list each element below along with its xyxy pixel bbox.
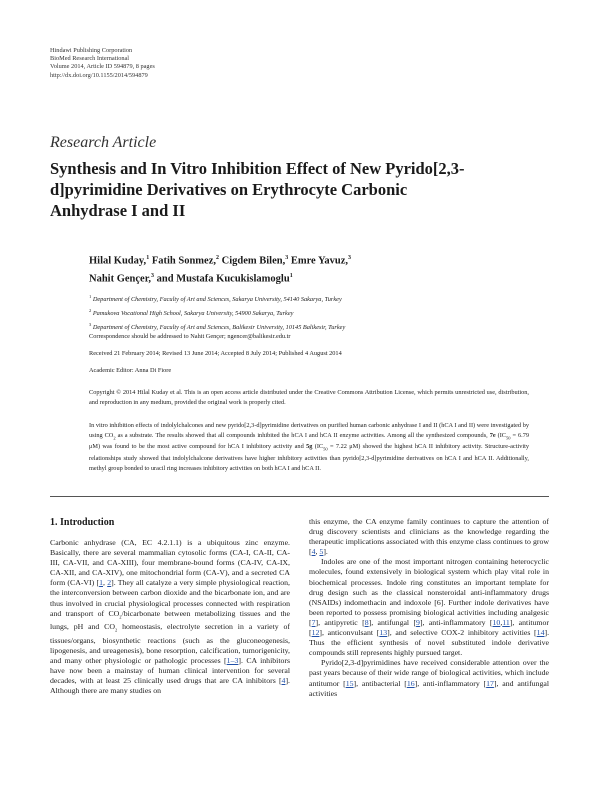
citation-link[interactable]: 7 [311,617,316,627]
copyright-notice: Copyright © 2014 Hilal Kuday et al. This is an open access article distributed under the Creative Commons Attribution License, which permits unrestricted use, distribution, and reproduction in any medium, provided the original work is properly cited. [89,389,529,406]
left-column [50,538,290,697]
intro-paragraph: Indoles are one of the most important nitrogen containing heterocyclic molecules, found extensively in biological system which play vital role in biochemical processes. Indole ring constitutes an important template for drug design such as the classical nonsteroidal anti-inflammatory drugs (NSAIDs) indomethacin and indoxole [6]. Further indole derivatives have been reported to possess promising biological activities including analgesic [7], antipyretic [8], antifungal [9], anti-inflammatory [10,11], antitumor [12], anticonvulsant [13], and selective COX-2 inhibitory activities [14]. Thus the efficient synthesis of novel substituted indole derivative compounds still represents highly pursued target. [309,557,550,658]
author-affil-mark: 1 [146,255,150,261]
author-name: and Mustafa Kucukislamoglu [156,273,290,284]
citation-link[interactable]: 13 [379,628,388,638]
right-column [309,517,549,699]
author-affil-mark: 3 [151,272,155,279]
correspondence: Correspondence should be addressed to Nahit Gençer; ngencer@balikesir.edu.tr [89,333,291,340]
author-name: Cigdem Bilen, [221,255,286,267]
publication-dates: Received 21 February 2014; Revised 13 June 2014; Accepted 8 July 2014; Published 4 August 2014 [89,350,342,357]
academic-editor: Academic Editor: Anna Di Fiore [89,367,172,374]
affiliation: $^1$ Department of Chemistry, Faculty of Art and Sciences, Sakarya University, 54140 Sakarya, Turkey [89,294,342,304]
intro-paragraph: Pyrido[2,3-d]pyrimidines have received considerable attention over the past years because of their wide range of biological activities, which include antitumor [15], antibacterial [16], anti-inflammatory [17], and antifungal activities [309,658,549,698]
publisher-name: Hindawi Publishing Corporation [50,47,133,54]
author-name: Fatih Sonmez, [151,255,216,267]
citation-link[interactable]: 4 [311,547,316,557]
author-name: Emre Yavuz, [290,255,348,267]
author-name: Nahit Gençer, [89,273,152,284]
affiliation: $^2$ Pamukova Vocational High School, Sakarya University, 54900 Sakarya, Turkey [89,308,294,318]
author-name: Hilal Kuday, [89,255,147,267]
article-type: Research Article [50,134,157,151]
section-divider [50,496,549,497]
citation-link[interactable]: 1 [99,578,103,588]
doi-link[interactable]: http://dx.doi.org/10.1155/2014/594879 [50,71,148,79]
section-heading: 1. Introduction [50,517,115,528]
citation-link[interactable]: 10 [492,617,501,627]
citation-link[interactable]: 14 [536,628,545,638]
intro-paragraph: Carbonic anhydrase (CA, EC 4.2.1.1) is a ubiquitous zinc enzyme. Basically, there are several mammalian cytosolic forms (CA-I, CA-II, CA-III, CA-VII, and CA-XIII), four membrane-bound forms (CA-IV, CA-IX, CA-XII, and CA-XIV), one mitochondrial form (CA-V), and a secreted CA form (CA-VI) [1, 2]. They all catalyze a very simple physiological reaction, the interconversion between carbon dioxide and the bicarbonate ion, and are thus involved in crucial physiological processes connected with respiration and transport of $CO_2$/bicarbonate between metabolizing tissues and the lungs, pH and $CO_2$ homeostasis, electrolyte secretion in a variety of tissues/organs, biosynthetic reactions (such as the gluconeogenesis, lipogenesis, and ureagenesis), bone resorption, calcification, tumorigenicity, and many other physiologic or pathologic processes [1–3]. CA inhibitors have now been a mainstay of human clinical intervention for several decades, with at least 25 clinically used drugs that are CA inhibitors [4]. Although there are many studies on [50,538,291,696]
citation-link[interactable]: 5 [319,547,324,557]
abstract: In vitro inhibition effects of indolylchalcones and new pyrido[2,3-d]pyrimidine derivatives on purified human carbonic anhydrase I and II (hCA I and II) were investigated by using $CO_2$ as a substrate. The results showed that all compounds inhibited the hCA I and hCA II enzyme activities. Among all the synthesized compounds, 7e ($IC_{50} = 6.79$ μM) was found to be the most active compound for hCA I inhibitory activity and 5g ($IC_{50} = 7.22$ μM) showed the highest hCA II inhibitory activity. Structure-activity relationships study showed that indolylchalcone derivatives have higher inhibitory activities than pyrido[2,3-d]pyrimidine derivatives on hCA I and hCA II. Additionally, methyl group bonded to uracil ring increases inhibitory activities on both hCA I and hCA II. [89,422,529,472]
intro-paragraph: this enzyme, the CA enzyme family continues to capture the attention of drug discovery scientists and clinicians as the knowledge regarding the therapeutic implications associated with this enzyme class continues to grow [4, 5]. [309,517,549,557]
author-list [89,251,509,286]
citation-link[interactable]: 16 [406,678,415,688]
volume-line: Volume 2014, Article ID 594879, 8 pages [50,63,155,71]
citation-link[interactable]: 4 [281,676,286,686]
affiliation: $^3$ Department of Chemistry, Faculty of Art and Sciences, Balikesir University, 10145 Balikesir, Turkey [89,322,346,332]
author-affil-mark: 2 [215,255,219,261]
citation-link[interactable]: 11 [502,617,510,627]
affiliation-list [89,291,529,333]
citation-link[interactable]: 9 [416,617,420,627]
citation-link[interactable]: 8 [364,617,369,627]
journal-name: BioMed Research International [50,55,130,63]
citation-link[interactable]: 15 [345,678,354,688]
author-affil-mark: 3 [348,255,351,261]
citation-link[interactable]: 12 [311,628,320,638]
paper-title: Synthesis and In Vitro Inhibition Effect of New Pyrido[2,3-d]pyrimidine Derivatives on Erythrocyte Carbonic Anhydrase I and II [50,159,465,220]
citation-link[interactable]: 1–3 [226,656,239,666]
author-affil-mark: 3 [285,255,289,261]
journal-header [50,47,250,80]
author-affil-mark: 1 [289,272,293,279]
citation-link[interactable]: 2 [107,578,112,588]
citation-link[interactable]: 17 [486,678,494,688]
